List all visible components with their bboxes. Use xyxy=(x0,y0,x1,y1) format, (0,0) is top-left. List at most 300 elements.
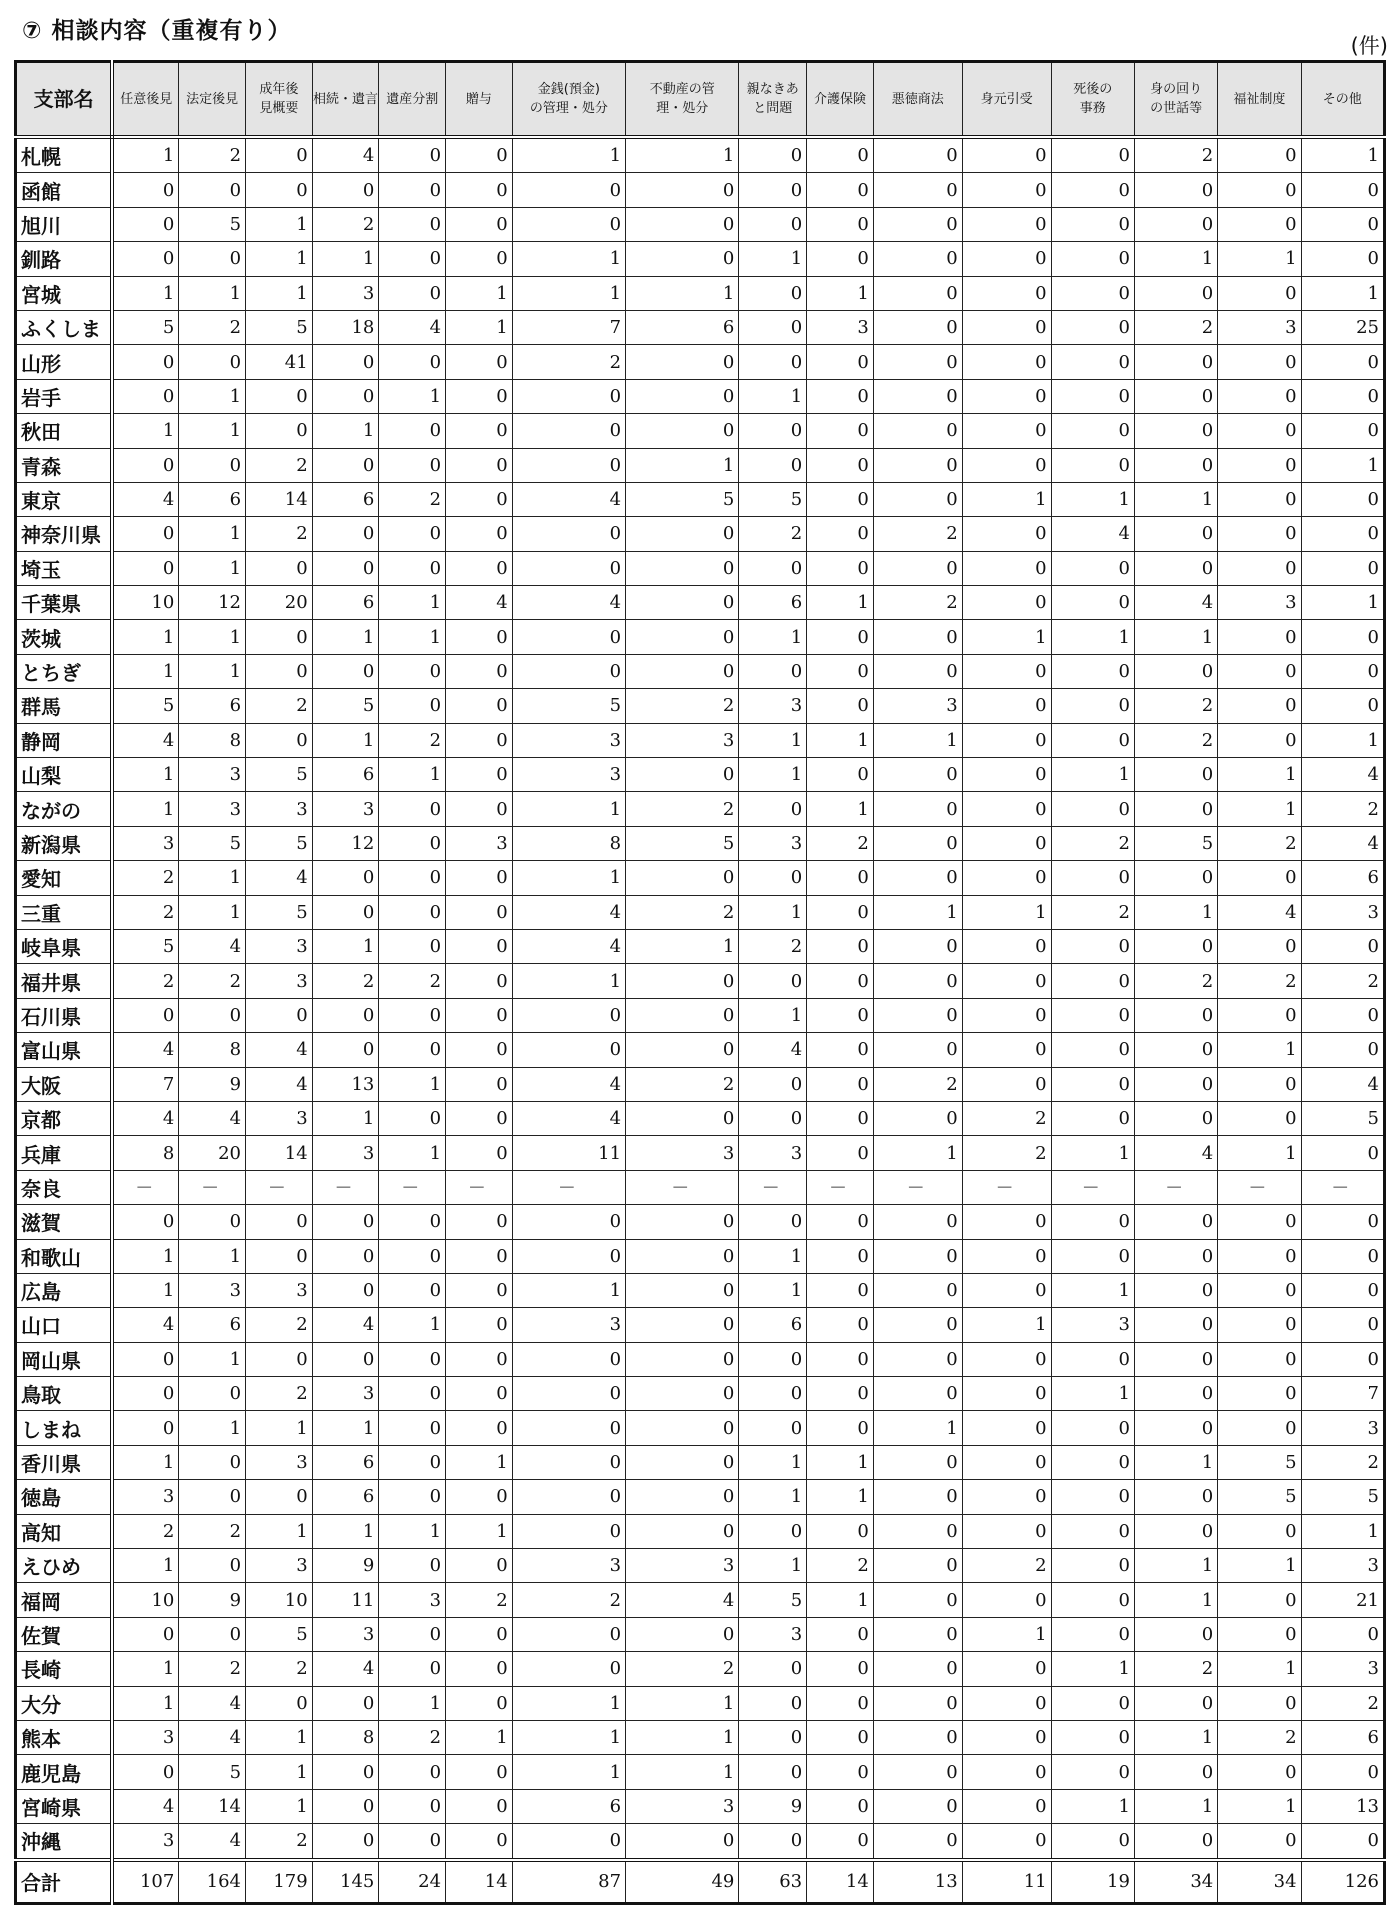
table-cell: 2 xyxy=(112,964,179,998)
table-cell: 0 xyxy=(379,1377,446,1411)
table-cell: 3 xyxy=(512,723,625,757)
table-cell: 7 xyxy=(112,1067,179,1101)
table-cell: 1 xyxy=(179,654,246,688)
table-cell: 4 xyxy=(112,482,179,516)
table-cell: 1 xyxy=(739,758,807,792)
column-header: 親なきあ と問題 xyxy=(739,62,807,138)
branch-name: 石川県 xyxy=(16,998,113,1032)
table-cell: 4 xyxy=(1134,586,1217,620)
total-cell: 11 xyxy=(962,1860,1051,1904)
table-cell: 0 xyxy=(962,654,1051,688)
table-cell: 3 xyxy=(312,1617,379,1651)
table-cell: 0 xyxy=(962,173,1051,207)
table-cell: 5 xyxy=(179,207,246,241)
branch-name: 岡山県 xyxy=(16,1342,113,1376)
branch-name: 群馬 xyxy=(16,689,113,723)
table-cell: 0 xyxy=(379,137,446,173)
table-cell: 0 xyxy=(873,551,962,585)
table-cell: 1 xyxy=(739,379,807,413)
table-cell: 0 xyxy=(873,1273,962,1307)
table-cell: 1 xyxy=(246,276,313,310)
table-cell: 0 xyxy=(962,586,1051,620)
table-cell: 0 xyxy=(739,1686,807,1720)
table-cell: 6 xyxy=(179,1308,246,1342)
table-cell: 0 xyxy=(1051,310,1134,344)
table-cell: 0 xyxy=(873,1652,962,1686)
table-cell: 0 xyxy=(446,1789,513,1823)
table-cell: 0 xyxy=(179,1205,246,1239)
table-cell: 3 xyxy=(446,826,513,860)
branch-name: 旭川 xyxy=(16,207,113,241)
table-cell: 0 xyxy=(807,345,874,379)
table-cell: 3 xyxy=(312,1377,379,1411)
table-cell: 0 xyxy=(962,758,1051,792)
table-cell: 0 xyxy=(626,1308,739,1342)
table-cell: 0 xyxy=(246,1342,313,1376)
table-cell: 4 xyxy=(312,1652,379,1686)
table-cell: 0 xyxy=(739,792,807,826)
table-cell: 0 xyxy=(873,620,962,654)
table-cell: 1 xyxy=(112,414,179,448)
table-cell: 0 xyxy=(1218,1411,1301,1445)
table-cell: 4 xyxy=(1301,826,1384,860)
table-cell: 4 xyxy=(246,1033,313,1067)
table-row xyxy=(16,1033,1385,1067)
table-cell: 2 xyxy=(626,1652,739,1686)
table-cell: 0 xyxy=(1134,173,1217,207)
table-cell: 2 xyxy=(246,689,313,723)
table-cell: 0 xyxy=(1218,414,1301,448)
table-row xyxy=(16,895,1385,929)
branch-name: 宮崎県 xyxy=(16,1789,113,1823)
table-cell: 1 xyxy=(379,620,446,654)
table-cell: 0 xyxy=(1134,345,1217,379)
table-cell: 3 xyxy=(246,1101,313,1135)
table-cell: 1 xyxy=(1218,1136,1301,1170)
table-cell: 0 xyxy=(873,345,962,379)
table-cell: 0 xyxy=(379,654,446,688)
table-row xyxy=(16,1824,1385,1860)
table-cell: 0 xyxy=(807,1136,874,1170)
table-cell: 0 xyxy=(312,1205,379,1239)
table-cell: 0 xyxy=(739,1514,807,1548)
table-cell: 0 xyxy=(512,1617,625,1651)
table-cell: 8 xyxy=(112,1136,179,1170)
table-cell: 3 xyxy=(246,792,313,826)
table-cell: 1 xyxy=(246,1789,313,1823)
table-cell: 3 xyxy=(246,1549,313,1583)
table-cell: 0 xyxy=(1051,1411,1134,1445)
table-cell: 4 xyxy=(379,310,446,344)
table-cell: 0 xyxy=(1218,345,1301,379)
table-cell: 0 xyxy=(446,414,513,448)
table-cell: 0 xyxy=(1134,551,1217,585)
table-row xyxy=(16,276,1385,310)
table-cell: 0 xyxy=(1134,1239,1217,1273)
table-cell: － xyxy=(379,1170,446,1204)
table-row xyxy=(16,723,1385,757)
table-cell: 0 xyxy=(1301,620,1384,654)
table-cell: 0 xyxy=(512,620,625,654)
table-cell: 4 xyxy=(1301,758,1384,792)
table-cell: 0 xyxy=(626,964,739,998)
table-cell: 0 xyxy=(246,137,313,173)
table-cell: 4 xyxy=(1218,895,1301,929)
table-cell: 5 xyxy=(1301,1101,1384,1135)
table-cell: 2 xyxy=(962,1101,1051,1135)
table-cell: 1 xyxy=(1051,620,1134,654)
table-cell: 0 xyxy=(379,207,446,241)
table-cell: 1 xyxy=(807,1480,874,1514)
table-cell: 0 xyxy=(1051,1617,1134,1651)
table-cell: 4 xyxy=(1134,1136,1217,1170)
table-cell: 4 xyxy=(1051,517,1134,551)
table-cell: 1 xyxy=(179,1342,246,1376)
table-cell: 0 xyxy=(962,1377,1051,1411)
table-cell: 6 xyxy=(179,482,246,516)
table-cell: 4 xyxy=(112,723,179,757)
table-cell: 0 xyxy=(873,1720,962,1754)
total-cell: 87 xyxy=(512,1860,625,1904)
table-cell: － xyxy=(626,1170,739,1204)
table-cell: 0 xyxy=(312,998,379,1032)
table-cell: 0 xyxy=(112,1377,179,1411)
table-cell: 2 xyxy=(962,1549,1051,1583)
branch-name: 神奈川県 xyxy=(16,517,113,551)
table-cell: － xyxy=(446,1170,513,1204)
table-cell: 4 xyxy=(512,586,625,620)
table-cell: 12 xyxy=(179,586,246,620)
table-cell: 2 xyxy=(179,1514,246,1548)
table-cell: 3 xyxy=(512,1308,625,1342)
table-cell: 0 xyxy=(1301,517,1384,551)
total-cell: 107 xyxy=(112,1860,179,1904)
table-cell: 4 xyxy=(739,1033,807,1067)
table-cell: 14 xyxy=(246,1136,313,1170)
branch-name: 香川県 xyxy=(16,1445,113,1479)
total-cell: 34 xyxy=(1134,1860,1217,1904)
table-cell: 2 xyxy=(179,137,246,173)
table-cell: 41 xyxy=(246,345,313,379)
table-cell: 1 xyxy=(1218,242,1301,276)
table-cell: 0 xyxy=(1218,620,1301,654)
table-cell: 8 xyxy=(179,1033,246,1067)
table-cell: 0 xyxy=(1051,448,1134,482)
table-cell: 1 xyxy=(739,1549,807,1583)
table-cell: 0 xyxy=(379,929,446,963)
table-cell: 1 xyxy=(379,1067,446,1101)
table-cell: 0 xyxy=(873,482,962,516)
table-cell: 0 xyxy=(962,1273,1051,1307)
table-cell: 0 xyxy=(379,448,446,482)
table-cell: 0 xyxy=(962,1583,1051,1617)
table-cell: 1 xyxy=(1051,758,1134,792)
table-cell: 0 xyxy=(807,379,874,413)
table-cell: 14 xyxy=(179,1789,246,1823)
table-cell: 1 xyxy=(512,1686,625,1720)
table-cell: 0 xyxy=(446,1411,513,1445)
table-cell: 0 xyxy=(873,379,962,413)
table-cell: 0 xyxy=(873,1101,962,1135)
table-row xyxy=(16,1789,1385,1823)
table-cell: 2 xyxy=(379,1720,446,1754)
table-cell: 1 xyxy=(246,207,313,241)
table-cell: 9 xyxy=(179,1067,246,1101)
table-cell: 0 xyxy=(312,861,379,895)
table-cell: 1 xyxy=(807,723,874,757)
table-cell: 2 xyxy=(312,964,379,998)
table-cell: 1 xyxy=(1301,723,1384,757)
table-cell: 1 xyxy=(512,242,625,276)
table-cell: 0 xyxy=(512,207,625,241)
table-cell: 0 xyxy=(1218,1583,1301,1617)
column-header: 任意後見 xyxy=(112,62,179,138)
table-row xyxy=(16,482,1385,516)
table-cell: 1 xyxy=(626,137,739,173)
table-cell: 0 xyxy=(1134,414,1217,448)
table-cell: － xyxy=(179,1170,246,1204)
table-cell: 0 xyxy=(1134,207,1217,241)
table-cell: 0 xyxy=(1218,929,1301,963)
table-cell: 0 xyxy=(807,1824,874,1860)
table-cell: 0 xyxy=(1218,1067,1301,1101)
table-cell: 0 xyxy=(962,242,1051,276)
table-row xyxy=(16,448,1385,482)
table-cell: 0 xyxy=(1218,1686,1301,1720)
total-cell: 145 xyxy=(312,1860,379,1904)
table-cell: 0 xyxy=(1051,207,1134,241)
table-cell: 0 xyxy=(626,1101,739,1135)
table-cell: 0 xyxy=(312,1033,379,1067)
table-cell: 0 xyxy=(962,689,1051,723)
table-cell: 21 xyxy=(1301,1583,1384,1617)
table-cell: 0 xyxy=(446,929,513,963)
table-cell: 0 xyxy=(179,448,246,482)
table-cell: 0 xyxy=(739,207,807,241)
table-cell: 0 xyxy=(1301,1239,1384,1273)
table-cell: 2 xyxy=(626,792,739,826)
table-cell: 2 xyxy=(1051,826,1134,860)
table-cell: 1 xyxy=(179,861,246,895)
table-cell: 0 xyxy=(246,1686,313,1720)
table-cell: 0 xyxy=(873,1377,962,1411)
table-cell: 1 xyxy=(179,620,246,654)
table-row xyxy=(16,551,1385,585)
table-cell: 1 xyxy=(873,1411,962,1445)
column-header: 不動産の管 理・処分 xyxy=(626,62,739,138)
table-cell: 0 xyxy=(739,1652,807,1686)
table-cell: 0 xyxy=(962,379,1051,413)
table-cell: 0 xyxy=(446,964,513,998)
table-cell: 0 xyxy=(446,207,513,241)
table-cell: 1 xyxy=(962,482,1051,516)
table-cell: 0 xyxy=(1218,1101,1301,1135)
table-cell: 0 xyxy=(446,1205,513,1239)
table-cell: 0 xyxy=(807,517,874,551)
table-cell: 3 xyxy=(1301,1411,1384,1445)
table-cell: 5 xyxy=(112,929,179,963)
table-cell: 0 xyxy=(873,1617,962,1651)
column-header: 死後の 事務 xyxy=(1051,62,1134,138)
branch-name: しまね xyxy=(16,1411,113,1445)
table-cell: 4 xyxy=(179,1686,246,1720)
table-cell: 0 xyxy=(626,1033,739,1067)
table-cell: 0 xyxy=(873,1686,962,1720)
table-cell: 0 xyxy=(739,1067,807,1101)
table-cell: 0 xyxy=(1218,173,1301,207)
table-cell: 0 xyxy=(1218,998,1301,1032)
table-cell: 1 xyxy=(112,758,179,792)
branch-name: 函館 xyxy=(16,173,113,207)
table-cell: 0 xyxy=(807,964,874,998)
table-cell: 0 xyxy=(1134,1033,1217,1067)
table-cell: 2 xyxy=(739,517,807,551)
table-cell: 1 xyxy=(179,379,246,413)
table-cell: 0 xyxy=(446,1136,513,1170)
table-cell: 0 xyxy=(962,826,1051,860)
table-cell: 0 xyxy=(873,1514,962,1548)
table-cell: 0 xyxy=(962,551,1051,585)
table-cell: 0 xyxy=(626,758,739,792)
table-cell: 2 xyxy=(246,1377,313,1411)
table-cell: 0 xyxy=(1301,551,1384,585)
table-cell: 5 xyxy=(739,1583,807,1617)
table-cell: － xyxy=(512,1170,625,1204)
table-cell: 1 xyxy=(312,1411,379,1445)
table-cell: 1 xyxy=(179,414,246,448)
table-cell: 0 xyxy=(446,1824,513,1860)
table-cell: 0 xyxy=(626,207,739,241)
table-cell: 1 xyxy=(512,1755,625,1789)
table-cell: 5 xyxy=(1218,1445,1301,1479)
table-cell: 0 xyxy=(1051,1067,1134,1101)
table-cell: 3 xyxy=(873,689,962,723)
total-cell: 14 xyxy=(446,1860,513,1904)
table-cell: 0 xyxy=(379,861,446,895)
table-cell: 0 xyxy=(446,1101,513,1135)
table-cell: 3 xyxy=(246,1273,313,1307)
table-cell: 0 xyxy=(512,1033,625,1067)
table-cell: 1 xyxy=(1134,620,1217,654)
table-cell: 5 xyxy=(246,895,313,929)
table-cell: 0 xyxy=(1134,1686,1217,1720)
total-cell: 13 xyxy=(873,1860,962,1904)
table-cell: 0 xyxy=(1051,137,1134,173)
column-header: 遺産分割 xyxy=(379,62,446,138)
table-cell: 0 xyxy=(1301,482,1384,516)
unit-label: (件) xyxy=(1350,34,1388,58)
table-cell: 0 xyxy=(807,929,874,963)
branch-name: 徳島 xyxy=(16,1480,113,1514)
table-cell: 0 xyxy=(1301,1308,1384,1342)
table-cell: 3 xyxy=(1218,586,1301,620)
table-cell: 6 xyxy=(312,1480,379,1514)
branch-name: 新潟県 xyxy=(16,826,113,860)
table-cell: 0 xyxy=(873,826,962,860)
table-cell: 0 xyxy=(1134,929,1217,963)
table-cell: 2 xyxy=(626,895,739,929)
table-row xyxy=(16,1514,1385,1548)
table-cell: 0 xyxy=(1051,1583,1134,1617)
table-cell: 4 xyxy=(112,1033,179,1067)
table-cell: 0 xyxy=(512,1480,625,1514)
table-cell: 9 xyxy=(312,1549,379,1583)
table-cell: 3 xyxy=(512,1549,625,1583)
table-cell: 3 xyxy=(112,1824,179,1860)
table-cell: 0 xyxy=(312,551,379,585)
table-cell: 1 xyxy=(246,1720,313,1754)
table-cell: 10 xyxy=(112,1583,179,1617)
table-cell: 0 xyxy=(626,620,739,654)
table-cell: 0 xyxy=(446,689,513,723)
table-cell: 0 xyxy=(112,207,179,241)
table-cell: 0 xyxy=(739,1101,807,1135)
table-cell: 0 xyxy=(1134,1273,1217,1307)
table-cell: 0 xyxy=(1134,1342,1217,1376)
table-cell: 0 xyxy=(379,1617,446,1651)
table-cell: 4 xyxy=(312,137,379,173)
branch-name: 福井県 xyxy=(16,964,113,998)
table-cell: 10 xyxy=(112,586,179,620)
table-cell: 0 xyxy=(379,345,446,379)
table-cell: 1 xyxy=(1218,758,1301,792)
table-cell: 0 xyxy=(626,379,739,413)
table-cell: 0 xyxy=(379,1411,446,1445)
table-cell: 0 xyxy=(379,551,446,585)
table-cell: 0 xyxy=(807,1377,874,1411)
table-cell: 5 xyxy=(626,482,739,516)
table-cell: 3 xyxy=(312,792,379,826)
table-cell: 0 xyxy=(962,792,1051,826)
table-cell: 0 xyxy=(179,1445,246,1479)
table-cell: 0 xyxy=(512,379,625,413)
table-cell: 0 xyxy=(739,448,807,482)
table-cell: 0 xyxy=(246,173,313,207)
table-cell: 1 xyxy=(626,1755,739,1789)
table-cell: 4 xyxy=(312,1308,379,1342)
table-cell: 1 xyxy=(312,414,379,448)
table-cell: 0 xyxy=(379,1549,446,1583)
table-cell: 0 xyxy=(962,1033,1051,1067)
table-cell: 1 xyxy=(807,586,874,620)
table-cell: 1 xyxy=(179,1239,246,1273)
table-cell: 0 xyxy=(807,1411,874,1445)
table-cell: 0 xyxy=(1301,1205,1384,1239)
table-cell: 0 xyxy=(112,1617,179,1651)
table-cell: 0 xyxy=(1051,723,1134,757)
table-cell: 2 xyxy=(1218,1720,1301,1754)
table-cell: 0 xyxy=(1134,1755,1217,1789)
table-cell: 11 xyxy=(312,1583,379,1617)
table-cell: 0 xyxy=(1301,1273,1384,1307)
table-cell: 3 xyxy=(626,1136,739,1170)
table-cell: 1 xyxy=(962,895,1051,929)
table-cell: － xyxy=(962,1170,1051,1204)
table-cell: 0 xyxy=(1051,1480,1134,1514)
table-row xyxy=(16,792,1385,826)
table-cell: 0 xyxy=(379,276,446,310)
table-cell: 2 xyxy=(873,586,962,620)
table-cell: 1 xyxy=(312,620,379,654)
table-cell: 0 xyxy=(1134,792,1217,826)
table-cell: 1 xyxy=(312,242,379,276)
table-cell: 0 xyxy=(1134,1377,1217,1411)
branch-name: 秋田 xyxy=(16,414,113,448)
table-cell: 0 xyxy=(1301,929,1384,963)
table-cell: 4 xyxy=(179,929,246,963)
table-cell: 3 xyxy=(112,826,179,860)
table-cell: 0 xyxy=(807,1239,874,1273)
